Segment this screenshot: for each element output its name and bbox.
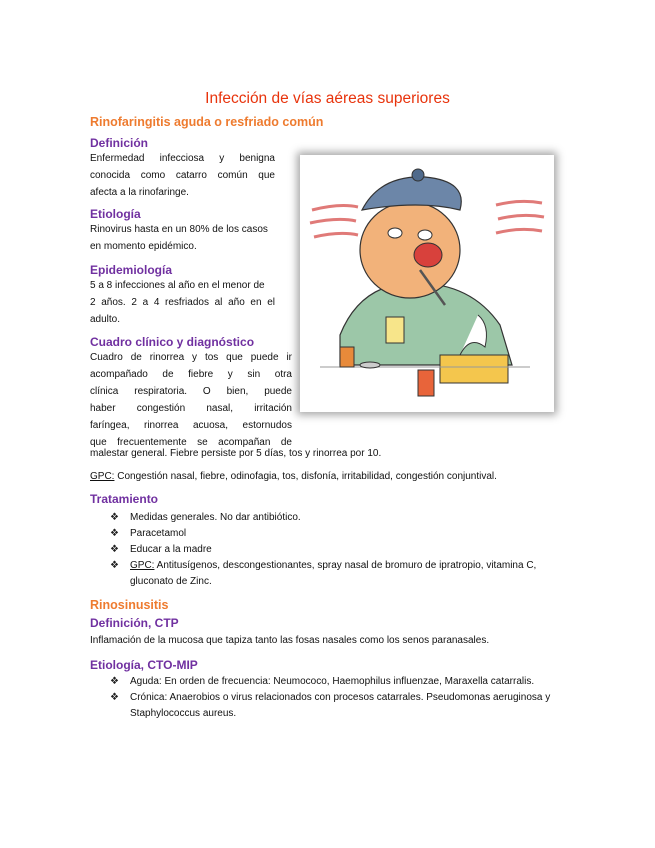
subheading-epidemiologia: Epidemiología — [90, 263, 173, 277]
text-line: clínica respiratoria. O bien, puede — [90, 386, 292, 397]
gpc-label: GPC: — [130, 560, 155, 571]
sick-person-drawing — [300, 155, 554, 412]
text-line: acompañado de fiebre y sin otra — [90, 369, 292, 380]
diamond-bullet-icon: ❖ — [110, 512, 119, 523]
subheading-etiologia: Etiología — [90, 207, 141, 221]
syrup-bottle — [418, 370, 434, 396]
diamond-bullet-icon: ❖ — [110, 544, 119, 555]
text-line: en momento epidémico. — [90, 241, 197, 252]
tissue-box — [440, 355, 508, 383]
list-item-text: Crónica: Anaerobios o virus relacionados con procesos catarrales. Pseudomonas aeruginosa y Staphylococcus aureus. — [130, 692, 551, 719]
list-item — [110, 674, 570, 690]
section-heading-rinofaringitis: Rinofaringitis aguda o resfriado común — [90, 115, 324, 129]
list-item-text: Antitusígenos, descongestionantes, spray nasal de bromuro de ipratropio, vitamina C, gluconato de Zinc. — [130, 560, 537, 587]
gpc-text: Congestión nasal, fiebre, odinofagia, tos, disfonía, irritabilidad, congestión conjuntival. — [114, 471, 497, 482]
text-line: faríngea, rinorrea acuosa, estornudos — [90, 420, 292, 431]
diamond-bullet-icon: ❖ — [110, 560, 119, 571]
subheading-cuadro-clinico: Cuadro clínico y diagnóstico — [90, 335, 255, 349]
definicion-paragraph — [90, 150, 275, 201]
subheading-definicion-ctp: Definición, CTP — [90, 616, 179, 630]
text-line: adulto. — [90, 314, 121, 325]
text-line: Enfermedad infecciosa y benigna — [90, 153, 275, 164]
red-nose — [414, 243, 442, 267]
gpc-label: GPC: — [90, 471, 115, 482]
etiologia-paragraph — [90, 221, 275, 255]
sick-person-illustration — [300, 155, 554, 412]
glass — [386, 317, 404, 343]
medicine-bottle — [340, 347, 354, 367]
epidemiologia-paragraph — [90, 277, 275, 328]
head — [360, 202, 460, 298]
text-line: que frecuentemente se acompañan de — [90, 437, 292, 448]
text-line: Cuadro de rinorrea y tos que puede ir — [90, 352, 292, 363]
subheading-etiologia-cto: Etiología, CTO-MIP — [90, 658, 198, 672]
list-item — [110, 690, 570, 722]
subheading-tratamiento: Tratamiento — [90, 492, 159, 506]
diamond-bullet-icon: ❖ — [110, 692, 119, 703]
cuadro-paragraph — [90, 349, 292, 451]
subheading-definicion: Definición — [90, 136, 149, 150]
ice-pack — [362, 177, 461, 210]
diamond-bullet-icon: ❖ — [110, 528, 119, 539]
text-line: 5 a 8 infecciones al año en el menor de — [90, 280, 265, 291]
section-heading-rinosinusitis: Rinosinusitis — [90, 598, 169, 612]
list-item — [110, 510, 570, 526]
rinosinusitis-definicion-text: Inflamación de la mucosa que tapiza tanto las fosas nasales como los senos paranasales. — [90, 635, 490, 646]
list-item-text: Aguda: En orden de frecuencia: Neumococo, Haemophilus influenzae, Maraxella catarralis. — [130, 676, 535, 687]
left-eye — [388, 228, 402, 238]
rinosinusitis-etiologia-list — [110, 674, 570, 722]
diamond-bullet-icon: ❖ — [110, 676, 119, 687]
right-eye — [418, 230, 432, 240]
gpc-paragraph — [90, 468, 570, 485]
text-line: haber congestión nasal, irritación — [90, 403, 292, 414]
spoon — [360, 362, 380, 368]
cuadro-last-line: malestar general. Fiebre persiste por 5 días, tos y rinorrea por 10. — [90, 448, 382, 459]
text-line: Rinovirus hasta en un 80% de los casos — [90, 224, 268, 235]
list-item-text: Educar a la madre — [130, 544, 212, 555]
text-line: afecta a la rinofaringe. — [90, 187, 189, 198]
list-item — [110, 542, 570, 558]
list-item-text: Paracetamol — [130, 528, 187, 539]
tratamiento-list — [110, 510, 570, 590]
list-item — [110, 558, 570, 590]
list-item — [110, 526, 570, 542]
page-title: Infección de vías aéreas superiores — [205, 90, 450, 107]
text-line: conocida como catarro común que — [90, 170, 275, 181]
ice-pack-cap — [412, 169, 424, 181]
text-line: 2 años. 2 a 4 resfriados al año en el — [90, 297, 275, 308]
list-item-text: Medidas generales. No dar antibiótico. — [130, 512, 301, 523]
